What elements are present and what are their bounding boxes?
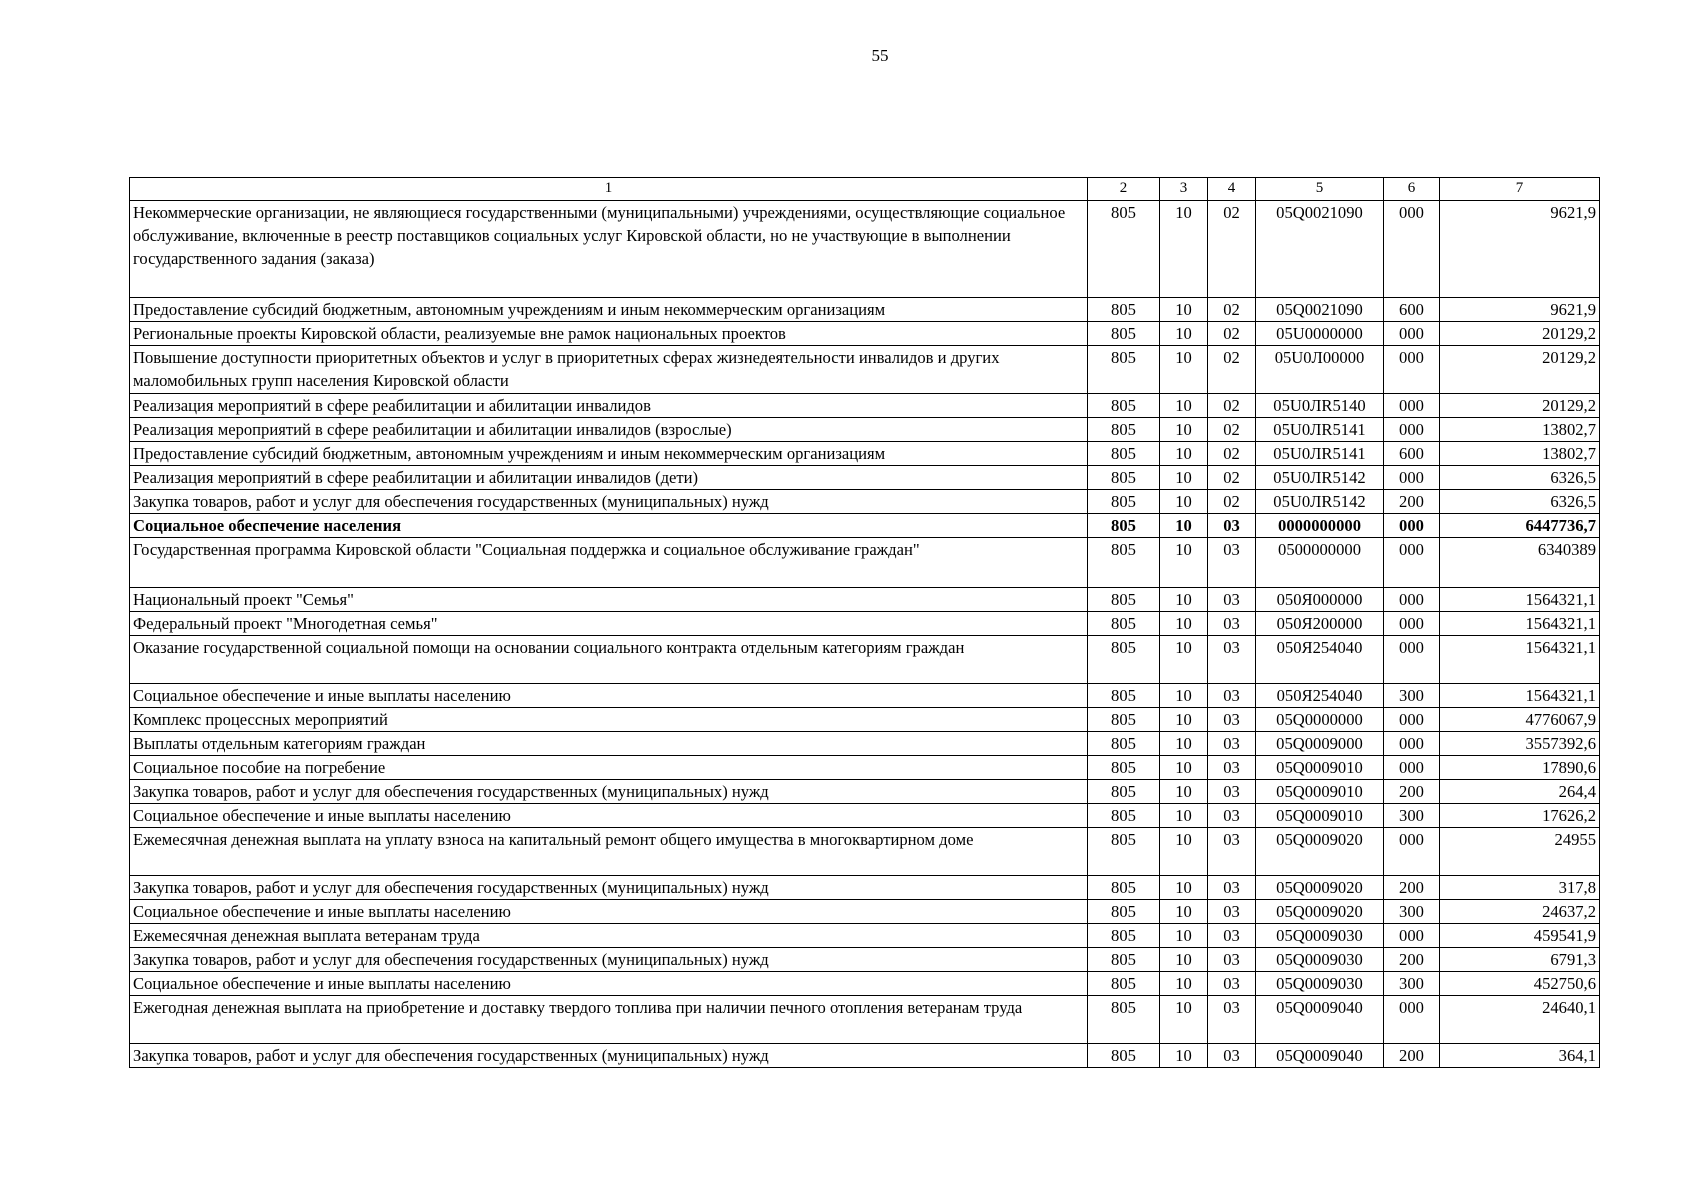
row-name: Государственная программа Кировской области "Социальная поддержка и социальное обслуживание граждан": [130, 538, 1088, 588]
row-col-3: 10: [1160, 636, 1208, 684]
row-col-3: 10: [1160, 418, 1208, 442]
row-col-4: 03: [1208, 804, 1256, 828]
row-col-3: 10: [1160, 201, 1208, 298]
row-col-2: 805: [1088, 708, 1160, 732]
row-col-4: 03: [1208, 708, 1256, 732]
table-row: [130, 948, 1600, 972]
row-col-4: 03: [1208, 900, 1256, 924]
row-col-2: 805: [1088, 394, 1160, 418]
row-name: Предоставление субсидий бюджетным, автономным учреждениям и иным некоммерческим организациям: [130, 442, 1088, 466]
row-col-3: 10: [1160, 876, 1208, 900]
row-col-5: 0000000000: [1256, 514, 1384, 538]
row-col-5: 050Я254040: [1256, 684, 1384, 708]
row-col-3: 10: [1160, 996, 1208, 1044]
row-col-6: 200: [1384, 948, 1440, 972]
row-col-3: 10: [1160, 298, 1208, 322]
row-col-5: 0500000000: [1256, 538, 1384, 588]
row-name: Некоммерческие организации, не являющиеся государственными (муниципальными) учреждениями, осуществляющие социальное обслуживание, включенные в реестр поставщиков социальных услуг Кировской области, но не участвующие в выполнении государственного задания (заказа): [130, 201, 1088, 298]
row-col-5: 050Я254040: [1256, 636, 1384, 684]
row-col-5: 050Я200000: [1256, 612, 1384, 636]
table-row: [130, 780, 1600, 804]
row-col-3: 10: [1160, 322, 1208, 346]
row-col-4: 03: [1208, 780, 1256, 804]
row-amount: 6340389: [1440, 538, 1600, 588]
row-amount: 24640,1: [1440, 996, 1600, 1044]
row-col-3: 10: [1160, 780, 1208, 804]
row-col-3: 10: [1160, 612, 1208, 636]
table-row: [130, 490, 1600, 514]
row-col-6: 300: [1384, 972, 1440, 996]
row-col-4: 03: [1208, 514, 1256, 538]
table-row: [130, 514, 1600, 538]
row-col-3: 10: [1160, 442, 1208, 466]
row-amount: 1564321,1: [1440, 612, 1600, 636]
column-header-1: 1: [130, 178, 1088, 201]
row-col-2: 805: [1088, 804, 1160, 828]
row-col-5: 05U0ЛR5142: [1256, 466, 1384, 490]
budget-table-container: [129, 177, 1600, 1068]
row-col-3: 10: [1160, 948, 1208, 972]
row-col-2: 805: [1088, 780, 1160, 804]
row-col-4: 03: [1208, 538, 1256, 588]
row-col-4: 02: [1208, 394, 1256, 418]
row-col-6: 300: [1384, 684, 1440, 708]
row-col-2: 805: [1088, 924, 1160, 948]
row-name: Реализация мероприятий в сфере реабилитации и абилитации инвалидов: [130, 394, 1088, 418]
row-name: Закупка товаров, работ и услуг для обеспечения государственных (муниципальных) нужд: [130, 490, 1088, 514]
column-header-5: 5: [1256, 178, 1384, 201]
row-col-4: 03: [1208, 876, 1256, 900]
row-name: Комплекс процессных мероприятий: [130, 708, 1088, 732]
table-row: [130, 708, 1600, 732]
row-col-3: 10: [1160, 708, 1208, 732]
row-col-6: 200: [1384, 780, 1440, 804]
row-amount: 317,8: [1440, 876, 1600, 900]
table-row: [130, 442, 1600, 466]
header-row: [130, 178, 1600, 201]
row-col-3: 10: [1160, 924, 1208, 948]
row-col-4: 03: [1208, 756, 1256, 780]
table-row: [130, 804, 1600, 828]
row-name: Реализация мероприятий в сфере реабилитации и абилитации инвалидов (взрослые): [130, 418, 1088, 442]
row-col-2: 805: [1088, 514, 1160, 538]
table-row: [130, 732, 1600, 756]
row-col-2: 805: [1088, 684, 1160, 708]
row-amount: 20129,2: [1440, 322, 1600, 346]
row-col-4: 03: [1208, 588, 1256, 612]
row-col-3: 10: [1160, 394, 1208, 418]
column-header-3: 3: [1160, 178, 1208, 201]
row-name: Реализация мероприятий в сфере реабилитации и абилитации инвалидов (дети): [130, 466, 1088, 490]
row-col-5: 05Q0009010: [1256, 780, 1384, 804]
row-amount: 13802,7: [1440, 418, 1600, 442]
row-col-4: 03: [1208, 732, 1256, 756]
row-col-2: 805: [1088, 1044, 1160, 1068]
row-col-5: 05Q0000000: [1256, 708, 1384, 732]
row-col-5: 05U0000000: [1256, 322, 1384, 346]
row-col-6: 000: [1384, 588, 1440, 612]
row-col-3: 10: [1160, 684, 1208, 708]
row-col-4: 02: [1208, 418, 1256, 442]
row-col-3: 10: [1160, 538, 1208, 588]
row-col-5: 05Q0009030: [1256, 924, 1384, 948]
row-amount: 24955: [1440, 828, 1600, 876]
row-col-2: 805: [1088, 732, 1160, 756]
row-name: Социальное обеспечение и иные выплаты населению: [130, 804, 1088, 828]
table-row: [130, 612, 1600, 636]
row-col-5: 05Q0009010: [1256, 756, 1384, 780]
row-col-6: 000: [1384, 732, 1440, 756]
row-col-4: 03: [1208, 924, 1256, 948]
row-col-5: 05U0ЛR5141: [1256, 418, 1384, 442]
row-col-5: 05Q0009020: [1256, 900, 1384, 924]
row-col-6: 600: [1384, 442, 1440, 466]
row-amount: 452750,6: [1440, 972, 1600, 996]
row-col-6: 000: [1384, 708, 1440, 732]
table-row: [130, 828, 1600, 876]
row-col-2: 805: [1088, 442, 1160, 466]
row-col-4: 02: [1208, 466, 1256, 490]
table-row: [130, 201, 1600, 298]
row-col-4: 03: [1208, 948, 1256, 972]
table-row: [130, 924, 1600, 948]
row-amount: 3557392,6: [1440, 732, 1600, 756]
table-row: [130, 466, 1600, 490]
row-col-6: 300: [1384, 804, 1440, 828]
row-col-2: 805: [1088, 828, 1160, 876]
row-amount: 17626,2: [1440, 804, 1600, 828]
row-col-5: 05Q0009000: [1256, 732, 1384, 756]
row-col-3: 10: [1160, 588, 1208, 612]
row-col-2: 805: [1088, 996, 1160, 1044]
table-row: [130, 684, 1600, 708]
row-amount: 4776067,9: [1440, 708, 1600, 732]
table-row: [130, 900, 1600, 924]
row-col-6: 000: [1384, 828, 1440, 876]
row-col-5: 05U0ЛR5142: [1256, 490, 1384, 514]
row-col-6: 300: [1384, 900, 1440, 924]
table-row: [130, 996, 1600, 1044]
page-number: 55: [871, 46, 889, 65]
row-col-5: 05Q0009020: [1256, 876, 1384, 900]
row-col-4: 02: [1208, 201, 1256, 298]
row-col-5: 05Q0021090: [1256, 298, 1384, 322]
row-col-2: 805: [1088, 466, 1160, 490]
row-col-6: 000: [1384, 322, 1440, 346]
row-name: Социальное обеспечение населения: [130, 514, 1088, 538]
row-name: Региональные проекты Кировской области, реализуемые вне рамок национальных проектов: [130, 322, 1088, 346]
row-col-5: 05Q0009040: [1256, 1044, 1384, 1068]
row-amount: 20129,2: [1440, 394, 1600, 418]
row-col-5: 050Я000000: [1256, 588, 1384, 612]
table-row: [130, 538, 1600, 588]
row-col-5: 05Q0009030: [1256, 972, 1384, 996]
column-header-7: 7: [1440, 178, 1600, 201]
row-name: Предоставление субсидий бюджетным, автономным учреждениям и иным некоммерческим организациям: [130, 298, 1088, 322]
row-amount: 20129,2: [1440, 346, 1600, 394]
row-col-6: 200: [1384, 1044, 1440, 1068]
row-col-6: 000: [1384, 636, 1440, 684]
row-col-3: 10: [1160, 972, 1208, 996]
row-name: Социальное обеспечение и иные выплаты населению: [130, 684, 1088, 708]
row-name: Социальное обеспечение и иные выплаты населению: [130, 900, 1088, 924]
row-amount: 264,4: [1440, 780, 1600, 804]
row-col-5: 05Q0021090: [1256, 201, 1384, 298]
row-col-2: 805: [1088, 972, 1160, 996]
budget-table: [129, 177, 1600, 1068]
row-col-3: 10: [1160, 514, 1208, 538]
row-col-3: 10: [1160, 804, 1208, 828]
row-col-5: 05Q0009040: [1256, 996, 1384, 1044]
row-name: Закупка товаров, работ и услуг для обеспечения государственных (муниципальных) нужд: [130, 948, 1088, 972]
row-col-6: 000: [1384, 756, 1440, 780]
row-name: Закупка товаров, работ и услуг для обеспечения государственных (муниципальных) нужд: [130, 876, 1088, 900]
row-name: Выплаты отдельным категориям граждан: [130, 732, 1088, 756]
row-col-4: 02: [1208, 346, 1256, 394]
row-col-3: 10: [1160, 346, 1208, 394]
column-header-6: 6: [1384, 178, 1440, 201]
row-col-2: 805: [1088, 322, 1160, 346]
row-name: Национальный проект "Семья": [130, 588, 1088, 612]
row-col-6: 000: [1384, 538, 1440, 588]
row-name: Оказание государственной социальной помощи на основании социального контракта отдельным категориям граждан: [130, 636, 1088, 684]
row-col-2: 805: [1088, 636, 1160, 684]
row-amount: 9621,9: [1440, 201, 1600, 298]
table-row: [130, 298, 1600, 322]
row-col-4: 03: [1208, 996, 1256, 1044]
row-col-4: 02: [1208, 490, 1256, 514]
table-row: [130, 972, 1600, 996]
row-col-2: 805: [1088, 201, 1160, 298]
row-amount: 1564321,1: [1440, 636, 1600, 684]
row-name: Социальное обеспечение и иные выплаты населению: [130, 972, 1088, 996]
table-row: [130, 636, 1600, 684]
row-name: Закупка товаров, работ и услуг для обеспечения государственных (муниципальных) нужд: [130, 780, 1088, 804]
row-col-5: 05Q0009030: [1256, 948, 1384, 972]
row-col-4: 02: [1208, 442, 1256, 466]
row-col-2: 805: [1088, 588, 1160, 612]
row-col-5: 05U0ЛR5141: [1256, 442, 1384, 466]
row-amount: 364,1: [1440, 1044, 1600, 1068]
row-col-3: 10: [1160, 466, 1208, 490]
row-col-6: 000: [1384, 924, 1440, 948]
table-row: [130, 588, 1600, 612]
row-col-2: 805: [1088, 418, 1160, 442]
row-name: Федеральный проект "Многодетная семья": [130, 612, 1088, 636]
row-col-6: 600: [1384, 298, 1440, 322]
row-col-4: 02: [1208, 298, 1256, 322]
table-row: [130, 1044, 1600, 1068]
row-col-4: 03: [1208, 684, 1256, 708]
column-header-4: 4: [1208, 178, 1256, 201]
row-col-6: 000: [1384, 514, 1440, 538]
row-name: Ежегодная денежная выплата на приобретение и доставку твердого топлива при наличии печного отопления ветеранам труда: [130, 996, 1088, 1044]
row-col-4: 02: [1208, 322, 1256, 346]
row-amount: 459541,9: [1440, 924, 1600, 948]
row-col-4: 03: [1208, 636, 1256, 684]
row-col-6: 000: [1384, 394, 1440, 418]
row-col-5: 05U0Л00000: [1256, 346, 1384, 394]
row-col-4: 03: [1208, 828, 1256, 876]
row-col-4: 03: [1208, 612, 1256, 636]
row-col-4: 03: [1208, 1044, 1256, 1068]
table-row: [130, 394, 1600, 418]
row-col-6: 000: [1384, 612, 1440, 636]
row-col-3: 10: [1160, 490, 1208, 514]
row-col-3: 10: [1160, 900, 1208, 924]
row-amount: 24637,2: [1440, 900, 1600, 924]
row-amount: 6447736,7: [1440, 514, 1600, 538]
row-col-5: 05Q0009010: [1256, 804, 1384, 828]
row-col-3: 10: [1160, 1044, 1208, 1068]
row-col-3: 10: [1160, 828, 1208, 876]
row-col-6: 000: [1384, 466, 1440, 490]
row-name: Повышение доступности приоритетных объектов и услуг в приоритетных сферах жизнедеятельности инвалидов и других маломобильных групп населения Кировской области: [130, 346, 1088, 394]
row-col-3: 10: [1160, 732, 1208, 756]
row-col-5: 05Q0009020: [1256, 828, 1384, 876]
row-amount: 6326,5: [1440, 466, 1600, 490]
table-row: [130, 346, 1600, 394]
row-col-2: 805: [1088, 876, 1160, 900]
row-col-6: 200: [1384, 490, 1440, 514]
row-col-5: 05U0ЛR5140: [1256, 394, 1384, 418]
table-body: [130, 201, 1600, 1068]
row-col-6: 000: [1384, 996, 1440, 1044]
row-col-2: 805: [1088, 900, 1160, 924]
row-name: Закупка товаров, работ и услуг для обеспечения государственных (муниципальных) нужд: [130, 1044, 1088, 1068]
row-amount: 17890,6: [1440, 756, 1600, 780]
row-col-2: 805: [1088, 490, 1160, 514]
row-col-2: 805: [1088, 346, 1160, 394]
row-name: Ежемесячная денежная выплата на уплату взноса на капитальный ремонт общего имущества в многоквартирном доме: [130, 828, 1088, 876]
row-col-2: 805: [1088, 948, 1160, 972]
row-amount: 1564321,1: [1440, 588, 1600, 612]
table-row: [130, 756, 1600, 780]
row-col-4: 03: [1208, 972, 1256, 996]
row-name: Социальное пособие на погребение: [130, 756, 1088, 780]
row-col-6: 000: [1384, 201, 1440, 298]
column-header-2: 2: [1088, 178, 1160, 201]
row-amount: 9621,9: [1440, 298, 1600, 322]
row-name: Ежемесячная денежная выплата ветеранам труда: [130, 924, 1088, 948]
row-col-2: 805: [1088, 756, 1160, 780]
table-row: [130, 322, 1600, 346]
table-row: [130, 418, 1600, 442]
row-amount: 6326,5: [1440, 490, 1600, 514]
row-col-2: 805: [1088, 298, 1160, 322]
row-amount: 13802,7: [1440, 442, 1600, 466]
row-amount: 1564321,1: [1440, 684, 1600, 708]
row-col-6: 200: [1384, 876, 1440, 900]
row-amount: 6791,3: [1440, 948, 1600, 972]
table-row: [130, 876, 1600, 900]
row-col-6: 000: [1384, 346, 1440, 394]
row-col-2: 805: [1088, 538, 1160, 588]
row-col-2: 805: [1088, 612, 1160, 636]
row-col-3: 10: [1160, 756, 1208, 780]
row-col-6: 000: [1384, 418, 1440, 442]
